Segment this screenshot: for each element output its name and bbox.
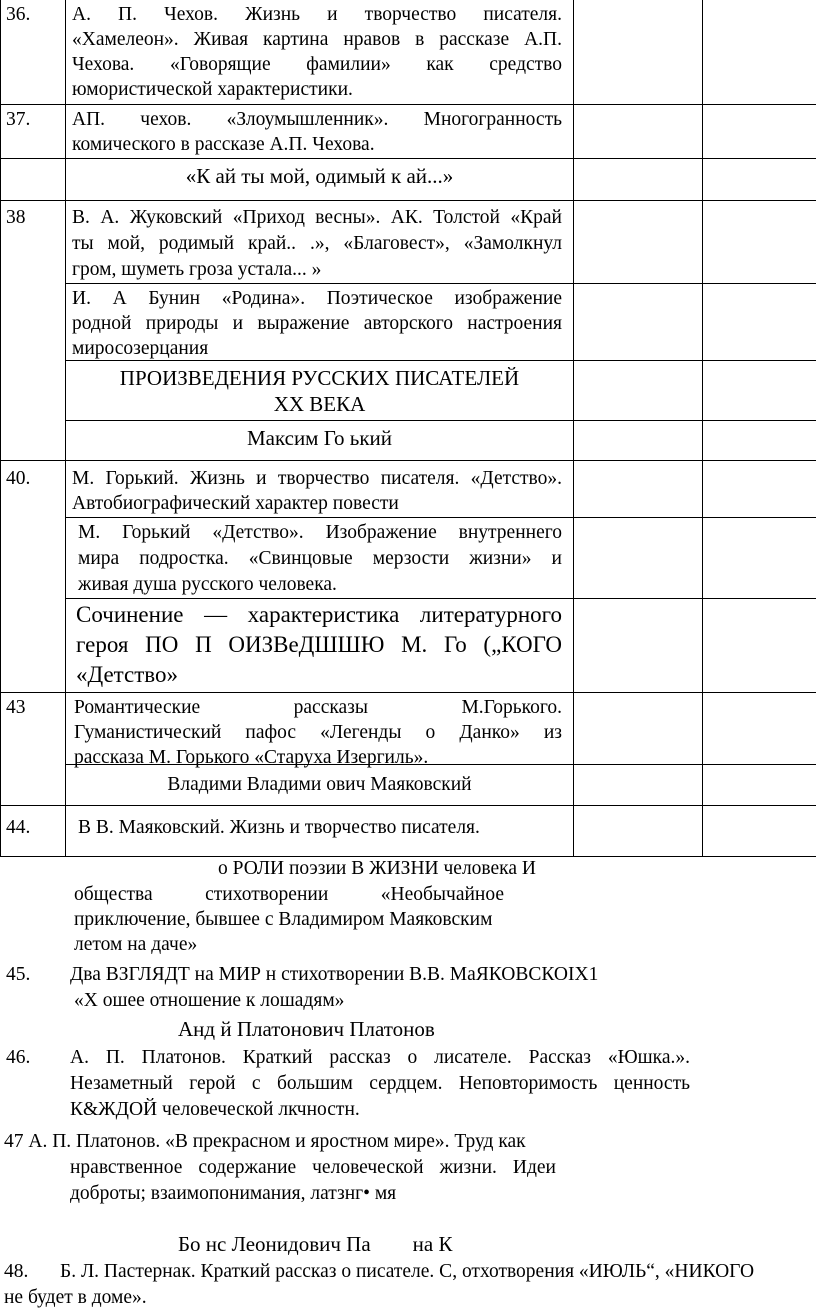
row-topic-line: М. Горький. Жизнь и творчество писателя. «Детство». xyxy=(72,468,562,489)
item-number: 46. xyxy=(6,1047,31,1068)
row-topic-line: мира подростка. «Свинцовые мерзости жизни» и xyxy=(78,548,562,569)
row-number: 44. xyxy=(6,817,31,838)
paragraph-line: приключение, бывшее с Владимиром Маяковским xyxy=(74,909,493,930)
row-number: 38 xyxy=(6,207,26,228)
row-divider xyxy=(0,805,816,806)
row-topic-line: А. П. Чехов. Жизнь и творчество писателя. xyxy=(72,4,562,25)
row-topic-line: «Хамелеон». Живая картина нравов в рассказе А.П. xyxy=(72,29,562,50)
row-topic-line: миросозерцания xyxy=(72,338,209,359)
paragraph-line: Незаметный герой с большим сердцем. Неповторимость ценность xyxy=(70,1073,690,1094)
table-divider-col3 xyxy=(702,0,703,856)
item-number: 45. xyxy=(6,964,31,985)
table-border-left xyxy=(0,0,1,856)
row-topic-line: В. А. Жуковский «Приход весны». АК. Толстой «Край xyxy=(72,207,562,228)
row-topic-line: И. А Бунин «Родина». Поэтическое изображение xyxy=(72,288,562,309)
row-divider xyxy=(0,460,816,461)
paragraph-line: не будет в доме». xyxy=(4,1287,147,1308)
row-topic-line: живая душа русского человека. xyxy=(78,574,337,595)
row-divider xyxy=(0,158,816,159)
row-divider xyxy=(65,598,816,599)
row-divider xyxy=(0,692,816,693)
paragraph-line: нравственное содержание человеческой жизни. Идеи xyxy=(70,1157,556,1178)
row-divider xyxy=(0,104,816,105)
row-topic-line: Автобиографический характер повести xyxy=(72,493,399,514)
paragraph-line: о РОЛИ поэзии В ЖИЗНИ человека И xyxy=(218,858,536,879)
row-topic-line: гром, шуметь гроза устала... » xyxy=(72,259,322,280)
item-number: 48. xyxy=(4,1261,29,1282)
paragraph-line: Б. Л. Пастернак. Краткий рассказ о писателе. С, отхотворения «ИЮЛЬ“, «НИКОГО xyxy=(60,1261,755,1282)
row-topic-line: героя ПО П ОИЗВеДШШЮ М. Го („КОГО xyxy=(76,632,562,657)
paragraph-line: «Х ошее отношение к лошадям» xyxy=(74,990,345,1011)
author-heading: Владими Владими ович Маяковский xyxy=(167,774,472,795)
row-topic-line: В В. Маяковский. Жизнь и творчество писателя. xyxy=(78,817,480,838)
row-topic-line: М. Горький «Детство». Изображение внутреннего xyxy=(78,522,562,543)
row-topic-line: родной природы и выражение авторского настроения xyxy=(72,313,562,334)
row-number: 37. xyxy=(6,109,31,130)
paragraph-line: Два ВЗГЛЯДТ на МИР н стихотворении В.В. МаЯКОВСКОIХ1 xyxy=(70,964,599,985)
section-heading: XX ВЕКА xyxy=(273,392,366,416)
row-topic-line: Романтические рассказы М.Горького. xyxy=(74,697,562,718)
row-topic-line: рассказа М. Горького «Старуха Изергиль». xyxy=(74,747,429,768)
author-heading: Бо нс Леонидович Па на К xyxy=(178,1232,453,1256)
row-topic-line: АП. чехов. «Злоумышленник». Многогранность xyxy=(72,109,562,130)
row-topic-line: юмористической характеристики. xyxy=(72,79,353,100)
paragraph-line: К&ЖДОЙ человеческой лкчностн. xyxy=(70,1099,360,1120)
author-heading: Максим Го ький xyxy=(246,426,393,450)
row-number: 43 xyxy=(6,697,26,718)
paragraph-line: доброты; взаимопонимания, латзнг• мя xyxy=(70,1183,397,1204)
row-topic-line: комического в рассказе А.П. Чехова. xyxy=(72,134,375,155)
paragraph-line: 47 А. П. Платонов. «В прекрасном и яростном мире». Труд как xyxy=(4,1131,526,1152)
paragraph-line: общества стихотворении «Необычайное xyxy=(74,884,504,905)
row-topic-line: Гуманистический пафос «Легенды о Данко» из xyxy=(74,722,562,743)
row-divider xyxy=(0,200,816,201)
section-heading: «К ай ты мой, одимый к ай...» xyxy=(185,164,454,188)
paragraph-line: летом на даче» xyxy=(74,934,198,955)
row-number: 36. xyxy=(6,4,31,25)
table-divider-topic xyxy=(573,0,574,856)
section-heading: ПРОИЗВЕДЕНИЯ РУССКИХ ПИСАТЕЛЕЙ xyxy=(119,366,520,390)
row-topic-line: «Детство» xyxy=(76,662,178,687)
row-divider xyxy=(65,283,816,284)
row-divider xyxy=(65,517,816,518)
row-number: 40. xyxy=(6,468,31,489)
paragraph-line: А. П. Платонов. Краткий рассказ о лисателе. Рассказ «Юшка.». xyxy=(70,1047,690,1068)
row-topic-line: Чехова. «Говорящие фамилии» как средство xyxy=(72,54,562,75)
row-topic-line: Сочинение — характеристика литературного xyxy=(76,602,562,627)
author-heading: Анд й Платонович Платонов xyxy=(178,1017,435,1041)
row-divider xyxy=(65,420,816,421)
row-topic-line: ты мой, родимый край.. .», «Благовест», «Замолкнул xyxy=(72,233,562,254)
